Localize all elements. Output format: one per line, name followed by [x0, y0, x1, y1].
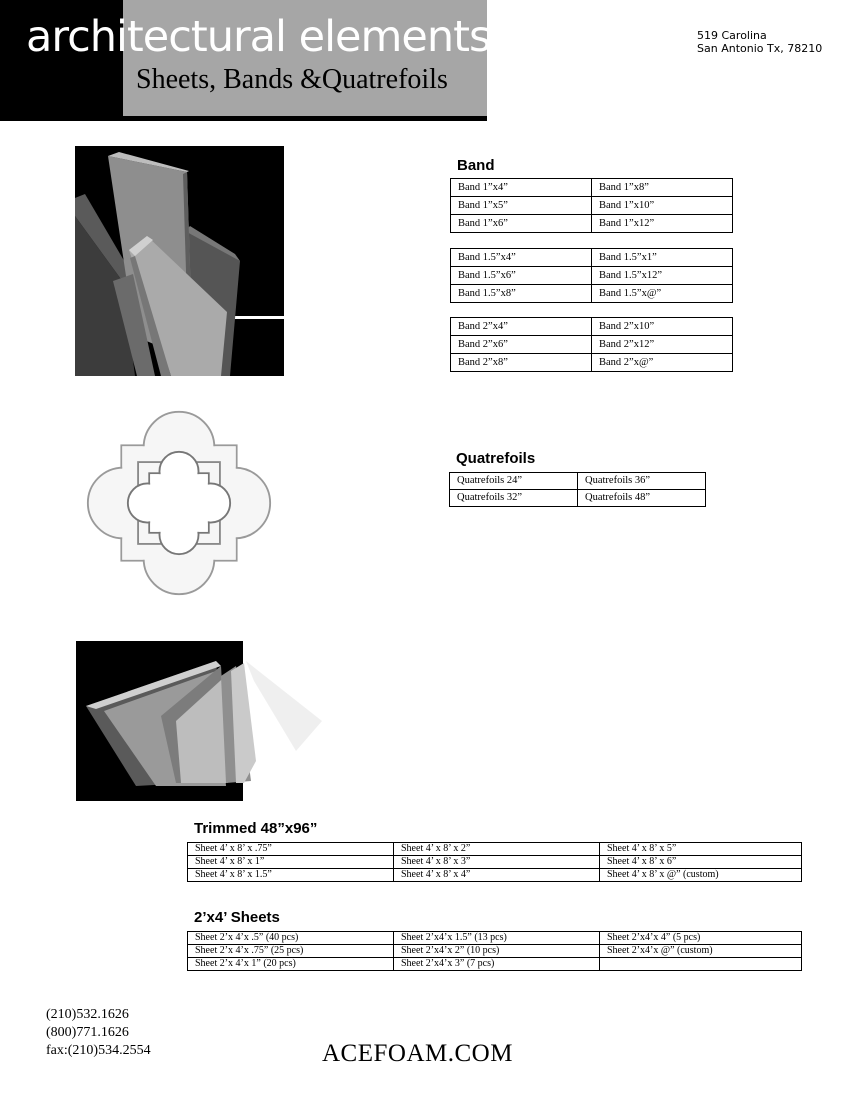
table-cell: Band 1”x4” — [451, 179, 592, 197]
table-row — [188, 856, 802, 869]
phone-tollfree: (800)771.1626 — [46, 1025, 129, 1040]
table-cell: Sheet 4’ x 8’ x 1” — [188, 856, 394, 869]
table-cell: Band 1.5”x8” — [451, 285, 592, 303]
sheets2x4-table — [187, 931, 802, 971]
table-row — [451, 179, 733, 197]
table-cell: Band 1”x12” — [592, 215, 733, 233]
quatrefoils-section-title: Quatrefoils — [456, 450, 536, 467]
table-cell: Quatrefoils 48” — [578, 490, 706, 507]
table-cell: Quatrefoils 24” — [450, 473, 578, 490]
table-cell: Sheet 4’ x 8’ x 3” — [394, 856, 600, 869]
table-row — [188, 843, 802, 856]
table-cell: Sheet 4’ x 8’ x 2” — [394, 843, 600, 856]
table-cell: Sheet 4’ x 8’ x 4” — [394, 869, 600, 882]
table-cell: Quatrefoils 32” — [450, 490, 578, 507]
table-row — [188, 958, 802, 971]
website-link[interactable]: ACEFOAM.COM — [322, 1040, 513, 1067]
table-cell: Sheet 2’x4’x 1.5” (13 pcs) — [394, 932, 600, 945]
trimmed-section-title: Trimmed 48”x96” — [194, 820, 318, 837]
table-row — [451, 354, 733, 372]
table-cell: Sheet 4’ x 8’ x 6” — [600, 856, 802, 869]
table-cell: Band 2”x8” — [451, 354, 592, 372]
address-line-2: San Antonio Tx, 78210 — [697, 42, 823, 55]
table-cell: Band 1.5”x@” — [592, 285, 733, 303]
table-cell: Sheet 2’x4’x 4” (5 pcs) — [600, 932, 802, 945]
table-row — [188, 932, 802, 945]
table-row — [450, 490, 706, 507]
table-cell: Quatrefoils 36” — [578, 473, 706, 490]
table-row — [188, 869, 802, 882]
quatrefoils-table — [449, 472, 706, 507]
page-title: architectural elements — [26, 12, 491, 62]
table-cell: Sheet 2’x4’x 3” (7 pcs) — [394, 958, 600, 971]
table-cell: Sheet 2’x4’x @” (custom) — [600, 945, 802, 958]
table-cell: Band 2”x12” — [592, 336, 733, 354]
table-cell: Band 2”x@” — [592, 354, 733, 372]
table-cell: Band 2”x4” — [451, 318, 592, 336]
address — [697, 29, 822, 55]
table-cell: Band 1.5”x6” — [451, 267, 592, 285]
table-cell: Sheet 4’ x 8’ x 1.5” — [188, 869, 394, 882]
table-cell: Sheet 4’ x 8’ x 5” — [600, 843, 802, 856]
table-cell: Band 2”x6” — [451, 336, 592, 354]
table-row — [451, 285, 733, 303]
table-cell: Band 1”x5” — [451, 197, 592, 215]
table-cell — [600, 958, 802, 971]
table-row — [450, 473, 706, 490]
sheets-render-image — [76, 641, 322, 801]
table-row — [451, 318, 733, 336]
table-cell: Sheet 4’ x 8’ x .75” — [188, 843, 394, 856]
table-cell: Sheet 2’x 4’x 1” (20 pcs) — [188, 958, 394, 971]
table-row — [451, 336, 733, 354]
table-cell: Band 1.5”x4” — [451, 249, 592, 267]
fax-number: fax:(210)534.2554 — [46, 1043, 151, 1058]
address-line-1: 519 Carolina — [697, 29, 767, 42]
sheets2x4-section-title: 2’x4’ Sheets — [194, 909, 280, 926]
table-cell: Band 1.5”x12” — [592, 267, 733, 285]
table-cell: Sheet 2’x 4’x .5” (40 pcs) — [188, 932, 394, 945]
header-underline — [0, 116, 487, 121]
table-row — [451, 197, 733, 215]
table-cell: Sheet 2’x 4’x .75” (25 pcs) — [188, 945, 394, 958]
contact-info — [46, 1006, 151, 1060]
table-row — [451, 249, 733, 267]
trimmed-table — [187, 842, 802, 882]
table-row — [451, 267, 733, 285]
table-row — [451, 215, 733, 233]
table-row — [188, 945, 802, 958]
table-cell: Sheet 2’x4’x 2” (10 pcs) — [394, 945, 600, 958]
table-cell: Band 2”x10” — [592, 318, 733, 336]
band-table-1 — [450, 178, 733, 233]
table-cell: Band 1”x6” — [451, 215, 592, 233]
page-subtitle: Sheets, Bands &Quatrefoils — [136, 64, 448, 95]
table-cell: Sheet 4’ x 8’ x @” (custom) — [600, 869, 802, 882]
band-section-title: Band — [457, 157, 495, 174]
quatrefoil-image — [86, 410, 272, 596]
band-table-3 — [450, 317, 733, 372]
phone-local: (210)532.1626 — [46, 1007, 129, 1022]
table-cell: Band 1.5”x1” — [592, 249, 733, 267]
table-cell: Band 1”x10” — [592, 197, 733, 215]
table-cell: Band 1”x8” — [592, 179, 733, 197]
band-table-2 — [450, 248, 733, 303]
bands-render-image — [75, 146, 284, 376]
